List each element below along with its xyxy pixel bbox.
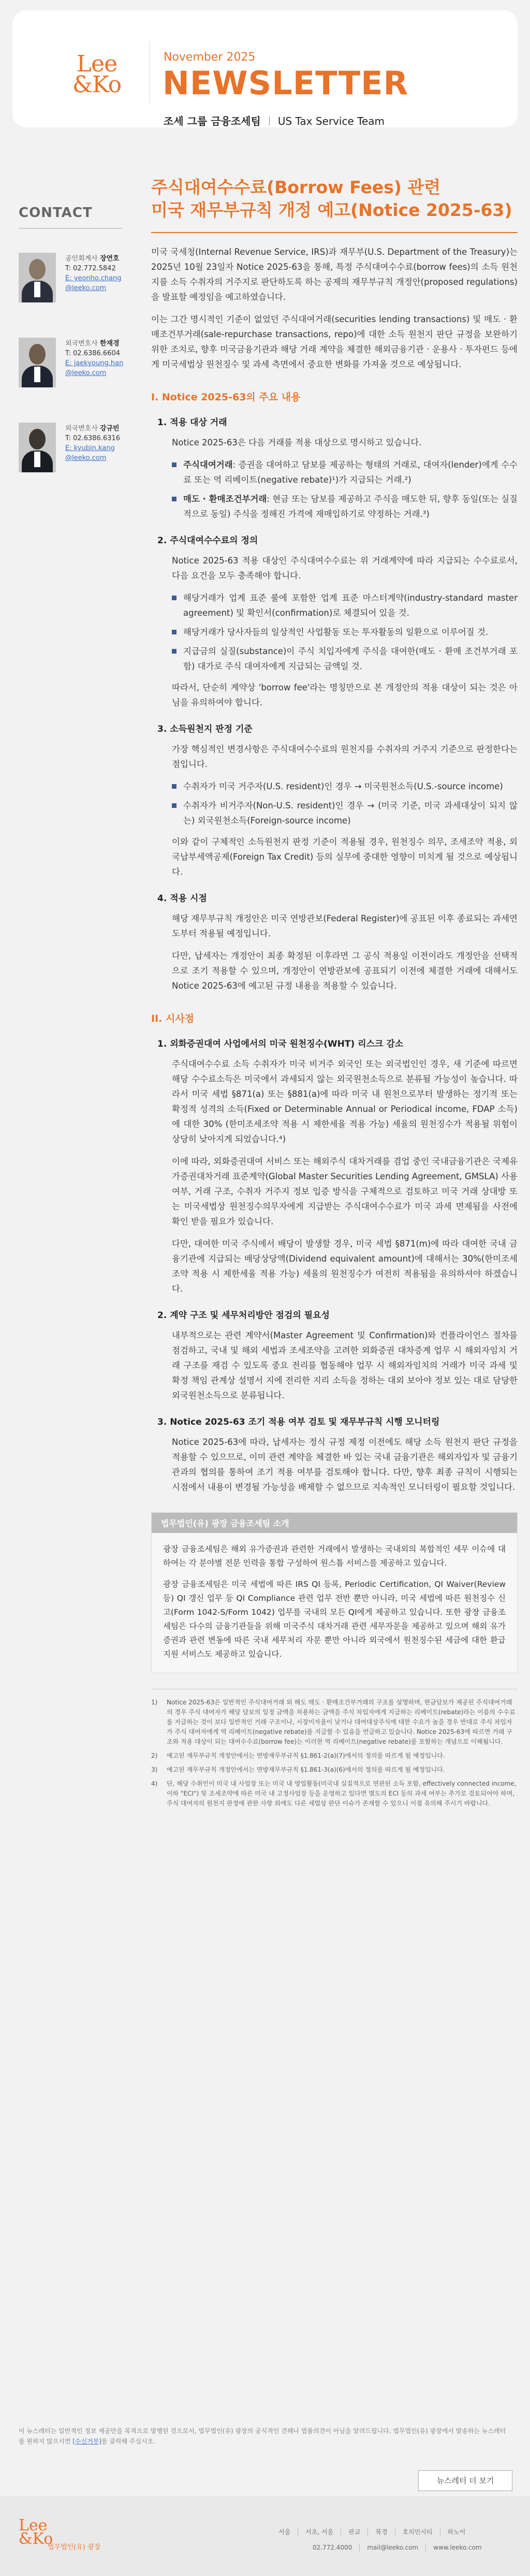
team-subtitle (164, 113, 385, 128)
contact-email-domain[interactable]: @leeko.com (65, 284, 107, 292)
paragraph: Notice 2025-63은 다음 거래를 적용 대상으로 명시하고 있습니다. (172, 438, 422, 447)
contact-role: 외국변호사 한재경 (65, 340, 120, 348)
paragraph: Notice 2025-63에 따라, 납세자는 정식 규정 제정 이전에도 해당 소득 원천지 판단 규정을 적용할 수 있으므로, 이미 관련 계약을 체결한 바 있는 국내 금융기관은 해외자입자 및 금융기관과의 협의를 통하여 조기 적용 여부를 검토해야 합니다. 다만, 향후 최종 규칙이 시행되는 시점에서 내용이 변경될 가능성을 배제할 수 없으므로 지속적인 모니터링이 필요할 것입니다. (172, 1437, 518, 1492)
contact-name: 한재경 (99, 340, 120, 348)
disclaimer: 이 뉴스레터는 일반적인 정보 제공만을 목적으로 발행된 것으로서, 법무법인(유) 광장의 공식적인 견해나 법률의견이 아님을 알려드립니다. 법무법인(유) 광장에서 발송하는 뉴스레터를 원하지 않으시면 [수신거부]를 클릭해 주십시오. (19, 2427, 506, 2445)
intro-paragraph: 미국 국세청(Internal Revenue Service, IRS)과 재무부(U.S. Department of the Treasury)는 2025년 10월 23일자 Notice 2025-63을 통해, 특정 주식대여수수료(borrow fees)의 소득 원천지를 소득 수취자의 거주지로 판단하도록 하는 공제의 재무부규칙 개정안(proposed regulations)을 발표할 예정임을 예고하였습니다. (151, 247, 518, 302)
bullet-item: 주식대여거래: 증권을 대여하고 담보를 제공하는 형태의 거래로, 대여자(lender)에게 수수료 또는 역 리베이트(negative rebate)¹)가 지급되는 거래.²) (172, 457, 518, 487)
header-divider (149, 41, 150, 104)
paragraph: 주식대여수수료 소득 수취자가 미국 비거주 외국인 또는 외국법인인 경우, 새 기준에 따르면 해당 수수료소득은 미국에서 과세되지 않는 외국원천소득으로 분류될 가능성이 높습니다. 따라서 미국 세법 §871(a) 또는 §881(a)에 따라 미국 내 원천으로부터 발생하는 정기적 또는 확정적 성격의 소득(Fixed or Determinable Annual or Periodical income, FDAP 소득)에 대한 30% (한미조세조약 적용 시 제한세율 적용 가능) 세율의 원천징수가 적용될 위험이 상당히 낮아지게 되었습니다.⁴) (172, 1059, 518, 1144)
footnote: 3) 예고된 재무부규칙 개정안에서는 연방재무부규칙 §1.861-3(a)(6)에서의 정의를 따르게 될 예정입니다. (151, 1766, 445, 1773)
subsection-heading: 1. 외화증권대여 사업에서의 미국 원천징수(WHT) 리스크 감소 (157, 1039, 404, 1049)
logo-line-2: &Ko (72, 71, 122, 98)
footnote: 1) Notice 2025-63은 일반적인 주식대여거래 외 해도 매도 · 환매조건부거래의 구조를 설명하며, 현금담보가 제공된 주식대여거래의 경우 주식 대여자가 해당 담보의 일정 금액을 차용하는 금액을 주식 차입자에게 지급하는 리베이트(rebate)라는 이름의 수수료를 지급하는 것이 보다 일반적인 거래 구조이나, 시장이자율이 낮거나 대여대상주식에 대한 수요가 높을 경우 반대로 주식 차입자가 주식 대여자에게 역 리베이트(negative rebate)를 지급할 수 있음을 언급하고 있습니다. Notice 2025-63에 따르면 거래 구조와 적용 대상이 되는 대여수수료(borrow fee)는 이러한 역 리베이트(negative rebate)를 포함하는 개념으로 이해됩니다. (151, 1699, 516, 1745)
bullet-list (172, 779, 518, 828)
bullet-list (172, 590, 518, 674)
team-name-ko: 조세 그룹 금융조세팀 (164, 115, 261, 127)
contact-role: 공인회계사 장연호 (65, 255, 120, 263)
contact-card (19, 253, 127, 325)
contact-email-link[interactable]: E: yeonho.chang (65, 274, 122, 282)
subsection-heading: 4. 적용 시점 (157, 893, 207, 904)
footer-logo: Lee &Ko 법무법인(유) 광장 (19, 2519, 53, 2546)
paragraph: 다만, 납세자는 개정안이 최종 확정된 이후라면 그 공식 적용일 이전이라도 개정안을 선택적으로 조기 적용할 수 있으며, 개정안이 연방관보에 공표되기 이전에 체결한 거래에 대해서도 Notice 2025-63에 예고된 규정 내용을 적용할 수 있습니다. (172, 951, 518, 991)
contact-info (65, 254, 122, 293)
bullet-item: 매도 · 환매조건부거래: 현금 또는 담보를 제공하고 주식을 매도한 뒤, 향후 동일(또는 실질적으로 동일) 주식을 정해진 가격에 재매입하기로 약정하는 거래.³) (172, 491, 518, 522)
contact-name: 장연호 (99, 255, 120, 263)
contact-phone: T: 02.772.5842 (65, 265, 116, 272)
title-underline (151, 232, 518, 233)
subsection-heading: 2. 주식대여수수료의 정의 (157, 536, 258, 546)
paragraph: Notice 2025-63 적용 대상인 주식대여수수료는 위 거래계약에 따라 지급되는 수수료로서, 다음 요건을 모두 충족해야 합니다. (172, 556, 518, 581)
footer-email-link[interactable]: mail@leeko.com (359, 2544, 425, 2551)
subsection-heading: 3. Notice 2025-63 조기 적용 여부 검토 및 재무부규칙 시행 모니터링 (157, 1417, 440, 1427)
team-intro-paragraph: 광장 금융조세팀은 해외 유가증권과 관련한 거래에서 발생하는 국내외의 복합적인 세무 이슈에 대하여는 각 분야별 전문 인력을 통합 구성하여 원스톱 서비스를 제공하고 있습니다. (163, 1544, 506, 1568)
footer-contacts (305, 2544, 489, 2551)
paragraph: 이와 같이 구체적인 소득원천지 판정 기준이 적용될 경우, 원천징수 의무, 조세조약 적용, 외국납부세액공제(Foreign Tax Credit) 등의 실무에 중대한 영향이 미치게 될 것으로 예상됩니다. (172, 837, 518, 877)
team-intro-box (151, 1512, 518, 1673)
office-location: 서울 (278, 2528, 291, 2536)
contact-phone: T: 02.6386.6604 (65, 350, 120, 357)
contact-name: 강규빈 (99, 425, 120, 432)
person-photo (19, 253, 56, 302)
office-location: 하노이 (440, 2527, 473, 2536)
bullet-item: 지급금의 실질(substance)이 주식 치입자에게 주식을 대여한(매도 · 환매 조건부거래 포함) 대가로 주식 대여자에게 지급되는 금액일 것. (172, 644, 518, 674)
team-intro-body (152, 1533, 517, 1673)
contact-divider (19, 228, 122, 229)
contact-info (65, 424, 120, 463)
person-photo (19, 423, 56, 472)
article-title-line-2: 미국 재무부규칙 개정 예고(Notice 2025-63) (151, 200, 512, 220)
paragraph: 이에 따라, 외화증권대여 서비스 또는 해외주식 대차거래를 겸업 중인 국내금융기관은 국제유가증권대차거래 표준계약(Global Master Securities Lending Agreement, GMSLA) 사용 여부, 거래 구조, 수취자 거주지 정보 입증 방식을 구체적으로 검토하고 미국 거래 상대방 또는 미국세법상 원천징수의무자에게 지급받는 주식대여수수료가 미국 과세 면제됨을 사전에 확인 받을 필요가 있습니다. (172, 1156, 518, 1226)
newsletter-title: NEWSLETTER (163, 64, 409, 102)
subtitle-separator (269, 117, 270, 126)
footer-firm-name: 법무법인(유) 광장 (48, 2543, 101, 2551)
team-intro-paragraph: 광장 금융조세팀은 미국 세법에 따른 IRS QI 등록, Periodic Certification, QI Waiver(Review 등) QI 갱신 업무 등 QI Compliance 관련 업무 전반 뿐만 아니라, 미국 세법에 따른 원천징수 신고(Form 1042-S/Form 1042) 업무를 국내의 모든 QI에게 제공하고 있습니다. 또한 광장 금융조세팀은 다수의 금융기관들을 위해 미국주식 대차거래 관련 세무자문을 제공하고 있으며 해외 유가증권과 관련 변동에 따른 국내 세무처리 자문 뿐만 아니라 외국에서 원천징수된 세금에 대한 환급 지원 서비스도 제공하고 있습니다. (163, 1580, 506, 1659)
bullet-item: 수취자가 비거주자(Non-U.S. resident)인 경우 → (미국 기준, 미국 과세대상이 되지 않는) 외국원천소득(Foreign-source income) (172, 798, 518, 828)
team-intro-heading: 법무법인(유) 광장 금융조세팀 소개 (152, 1513, 517, 1533)
bullet-item: 해당거래가 업계 표준 룰에 포함한 업계 표준 마스터계약(industry-standard master agreement) 및 확인서(confirmation)로 체결되어 있을 것. (172, 590, 518, 620)
subsection-heading: 2. 계약 구조 및 세무처리방안 점검의 필요성 (157, 1310, 330, 1321)
footnote: 4) 단, 해당 수취인이 미국 내 사업장 또는 미국 내 영업활동(미국내 실질적으로 연관된 소득 포함, effectively connected income, 이하 "ECI") 및 조세조약에 따른 미국 내 고정사업장 등을 운영하고 있다면 별도의 ECI 등의 과세 여부는 추가로 검토되어야 하며, 주식 대여자의 원천지 판정에 관한 사항 외에도 다른 세법상 판단 이슈가 존재할 수 있으니 이점 유의해 주시기 바랍니다. (151, 1780, 517, 1807)
contact-email-domain[interactable]: @leeko.com (65, 369, 107, 377)
office-location: 서초, 서울 (298, 2527, 341, 2536)
team-name-en: US Tax Service Team (277, 115, 385, 127)
contact-email-domain[interactable]: @leeko.com (65, 454, 107, 462)
contact-info (65, 339, 123, 378)
paragraph: 다만, 대여한 미국 주식에서 배당이 발생할 경우, 미국 세법 §871(m)에 따라 대여한 국내 금융기관에 지급되는 배당상당액(Dividend equivalent amount)에 대해서는 30%(한미조세조약 적용 시 제한세율 적용 가능) 세율의 원천징수가 여전히 적용됨을 유의하셔야 하겠습니다. (172, 1239, 518, 1294)
article-title (151, 176, 518, 222)
contact-role: 외국변호사 강규빈 (65, 425, 120, 432)
contact-heading: CONTACT (19, 205, 93, 221)
footnote: 2) 예고된 재무부규칙 개정안에서는 연방재무부규칙 §1.861-2(a)(7)에서의 정의를 따르게 될 예정입니다. (151, 1752, 445, 1759)
issue-date: November 2025 (164, 51, 256, 64)
paragraph: 해당 재무부규칙 개정안은 미국 연방관보(Federal Register)에 공표된 이후 종료되는 과세연도부터 적용될 예정입니다. (172, 914, 518, 938)
logo-line-1: Lee (76, 51, 117, 77)
contact-email-link[interactable]: E: jaekyoung.han (65, 359, 124, 367)
office-location: 호치민시티 (395, 2527, 440, 2536)
bullet-item: 수취자가 미국 거주자(U.S. resident)인 경우 → 미국원천소득(U.S.-source income) (172, 779, 518, 794)
unsubscribe-link[interactable]: [수신거부] (72, 2438, 101, 2445)
subsection-heading: 3. 소득원천지 판정 기준 (157, 724, 253, 734)
office-location: 북경 (367, 2527, 394, 2536)
lee-ko-logo (68, 51, 125, 98)
footer-phone: 02.772.4000 (313, 2544, 352, 2551)
paragraph: 가장 핵심적인 변경사항은 주식대여수수료의 원천지를 수취자의 거주지 기준으로 판정한다는 점입니다. (172, 744, 518, 769)
contact-card (19, 423, 127, 495)
subsection-heading: 1. 적용 대상 거래 (157, 417, 227, 428)
paragraph: 따라서, 단순히 계약상 'borrow fee'라는 명칭만으로 본 개정안의 적용 대상이 되는 것은 아님을 유의하여야 합니다. (172, 683, 518, 707)
article (151, 176, 518, 1813)
footer-office-list (271, 2527, 473, 2536)
newsletter-header (12, 10, 518, 127)
bullet-item: 해당거래가 당사자들의 일상적인 사업활동 또는 투자활동의 일환으로 이루어질 것. (172, 625, 518, 640)
more-newsletters-button[interactable]: 뉴스레터 더 보기 (418, 2470, 512, 2491)
person-photo (19, 338, 56, 387)
article-title-line-1: 주식대여수수료(Borrow Fees) 관련 (151, 177, 441, 197)
contact-phone: T: 02.6386.6316 (65, 435, 120, 442)
footer-website-link[interactable]: www.leeko.com (425, 2544, 489, 2551)
contact-card (19, 338, 127, 410)
bullet-list (172, 457, 518, 522)
intro-paragraph: 이는 그간 명시적인 기준이 없었던 주식대여거래(securities lending transactions) 및 매도 · 환매조건부거래(sale-repurchase transactions, repo)에 대한 소득 원천지 판단 규정을 보완하기 위한 조치로, 향후 미국금융기관과 해당 거래 계약을 체결한 해외금융기관 · 운용사 · 투자펀드 등에게 미국세법상 원천징수 및 과세 측면에서 중요한 변화를 가져올 것으로 예상됩니다. (151, 314, 518, 369)
contact-email-link[interactable]: E: kyubin.kang (65, 444, 115, 452)
section-heading: II. 시사점 (151, 1013, 195, 1024)
paragraph: 내부적으로는 관련 계약서(Master Agreement 및 Confirmation)와 컨플라이언스 절차를 점검하고, 국내 및 해외 세법과 조세조약을 고려한 외화증권 대차증계 업무 시 해외자임치 거래 구조를 재검 수 있도록 중요 전리를 협동해야 업무 시 해외자임치의 거래가 미국 과세 및 확정 책임 관계상 설명서 지에 전리한 지리 소득을 정하는 대외 보아야 정보 있는 대로 담당한 외국원천소득으로 분류됩니다. (172, 1330, 518, 1400)
office-location: 판교 (341, 2527, 367, 2536)
footer (0, 2496, 530, 2576)
section-heading: I. Notice 2025-63의 주요 내용 (151, 392, 301, 403)
